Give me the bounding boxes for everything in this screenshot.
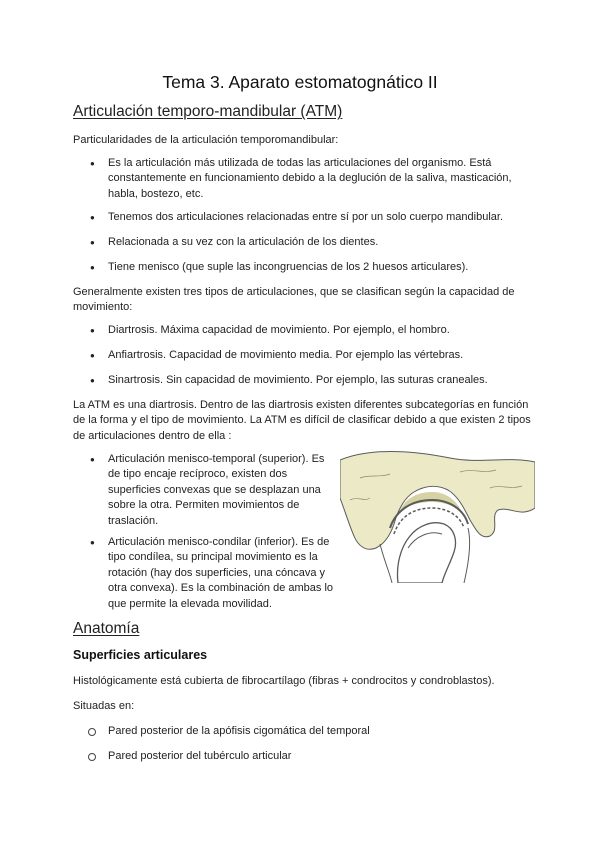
list-item <box>90 210 528 225</box>
list-item <box>90 535 334 612</box>
page-title: Tema 3. Aparato estomatognático II <box>162 72 438 92</box>
section-heading-anatomia: Anatomía <box>73 620 140 637</box>
list-item <box>108 724 528 739</box>
bullet-icon: ● <box>90 159 95 168</box>
circle-bullet-icon <box>88 728 96 736</box>
list-item-text: Tenemos dos articulaciones relacionadas entre sí por un solo cuerpo mandibular. <box>108 211 504 223</box>
tmj-illustration <box>340 448 535 583</box>
bullet-icon: ● <box>90 455 95 464</box>
mandibular-condyle <box>398 523 456 583</box>
list-item-text: Articulación menisco-temporal (superior). Es de tipo encaje recíproco, existen dos superficies convexas que se desplazan una sobre la otra. Permiten movimientos de traslación. <box>108 453 325 527</box>
list-item <box>90 348 528 363</box>
bullet-icon: ● <box>90 376 95 385</box>
located-label: Situadas en: <box>73 700 135 712</box>
capsule-line-left <box>380 544 392 583</box>
list-item <box>90 323 528 338</box>
list-item <box>90 235 528 250</box>
section-heading-atm: Articulación temporo-mandibular (ATM) <box>73 103 343 120</box>
tmj-drawing <box>340 448 535 583</box>
list-item <box>90 260 528 275</box>
list-item <box>90 452 333 529</box>
bullet-icon: ● <box>90 263 95 272</box>
list-item <box>90 156 528 202</box>
list-item-text: Pared posterior del tubérculo articular <box>108 750 292 762</box>
bullet-icon: ● <box>90 238 95 247</box>
histology-paragraph: Histológicamente está cubierta de fibrocartílago (fibras + condrocitos y condroblastos). <box>73 675 495 687</box>
list-item-text: Relacionada a su vez con la articulación de los dientes. <box>108 236 379 248</box>
list-item-text: Sinartrosis. Sin capacidad de movimiento. Por ejemplo, las suturas craneales. <box>108 374 488 386</box>
list-item-text: Anfiartrosis. Capacidad de movimiento media. Por ejemplo las vértebras. <box>108 349 464 361</box>
list-item-text: Pared posterior de la apófisis cigomática del temporal <box>108 725 370 737</box>
list-item-text: Es la articulación más utilizada de todas las articulaciones del organismo. Está constantemente en funcionamiento debido a la deglución de la saliva, masticación, habla, bostezo, etc. <box>108 157 512 200</box>
bullet-icon: ● <box>90 213 95 222</box>
intro-paragraph: Particularidades de la articulación temporomandibular: <box>73 134 339 146</box>
types-paragraph: Generalmente existen tres tipos de articulaciones, que se clasifican según la capacidad de movimiento: <box>73 286 515 314</box>
capsule-line-right <box>464 528 470 583</box>
subheading-superficies: Superficies articulares <box>73 648 208 662</box>
list-item-text: Tiene menisco (que suple las incongruencias de los 2 huesos articulares). <box>108 261 469 273</box>
circle-bullet-icon <box>88 753 96 761</box>
list-item-text: Diartrosis. Máxima capacidad de movimiento. Por ejemplo, el hombro. <box>108 324 450 336</box>
atm-paragraph: La ATM es una diartrosis. Dentro de las diartrosis existen diferentes subcategorías en función de la forma y el tipo de movimiento. La ATM es difícil de clasificar debido a que existen 2 tipos de articulaciones dentro de ella : <box>73 399 531 442</box>
list-item-text: Articulación menisco-condilar (inferior). Es de tipo condílea, su principal movimiento es la rotación (hay dos superficies, una cóncava y otra convexa). Es la combinación de ambas lo que permite la elevada movilidad. <box>108 536 334 610</box>
bullet-icon: ● <box>90 538 95 547</box>
list-item <box>108 749 528 764</box>
bullet-icon: ● <box>90 326 95 335</box>
bullet-icon: ● <box>90 351 95 360</box>
list-item <box>90 373 528 388</box>
